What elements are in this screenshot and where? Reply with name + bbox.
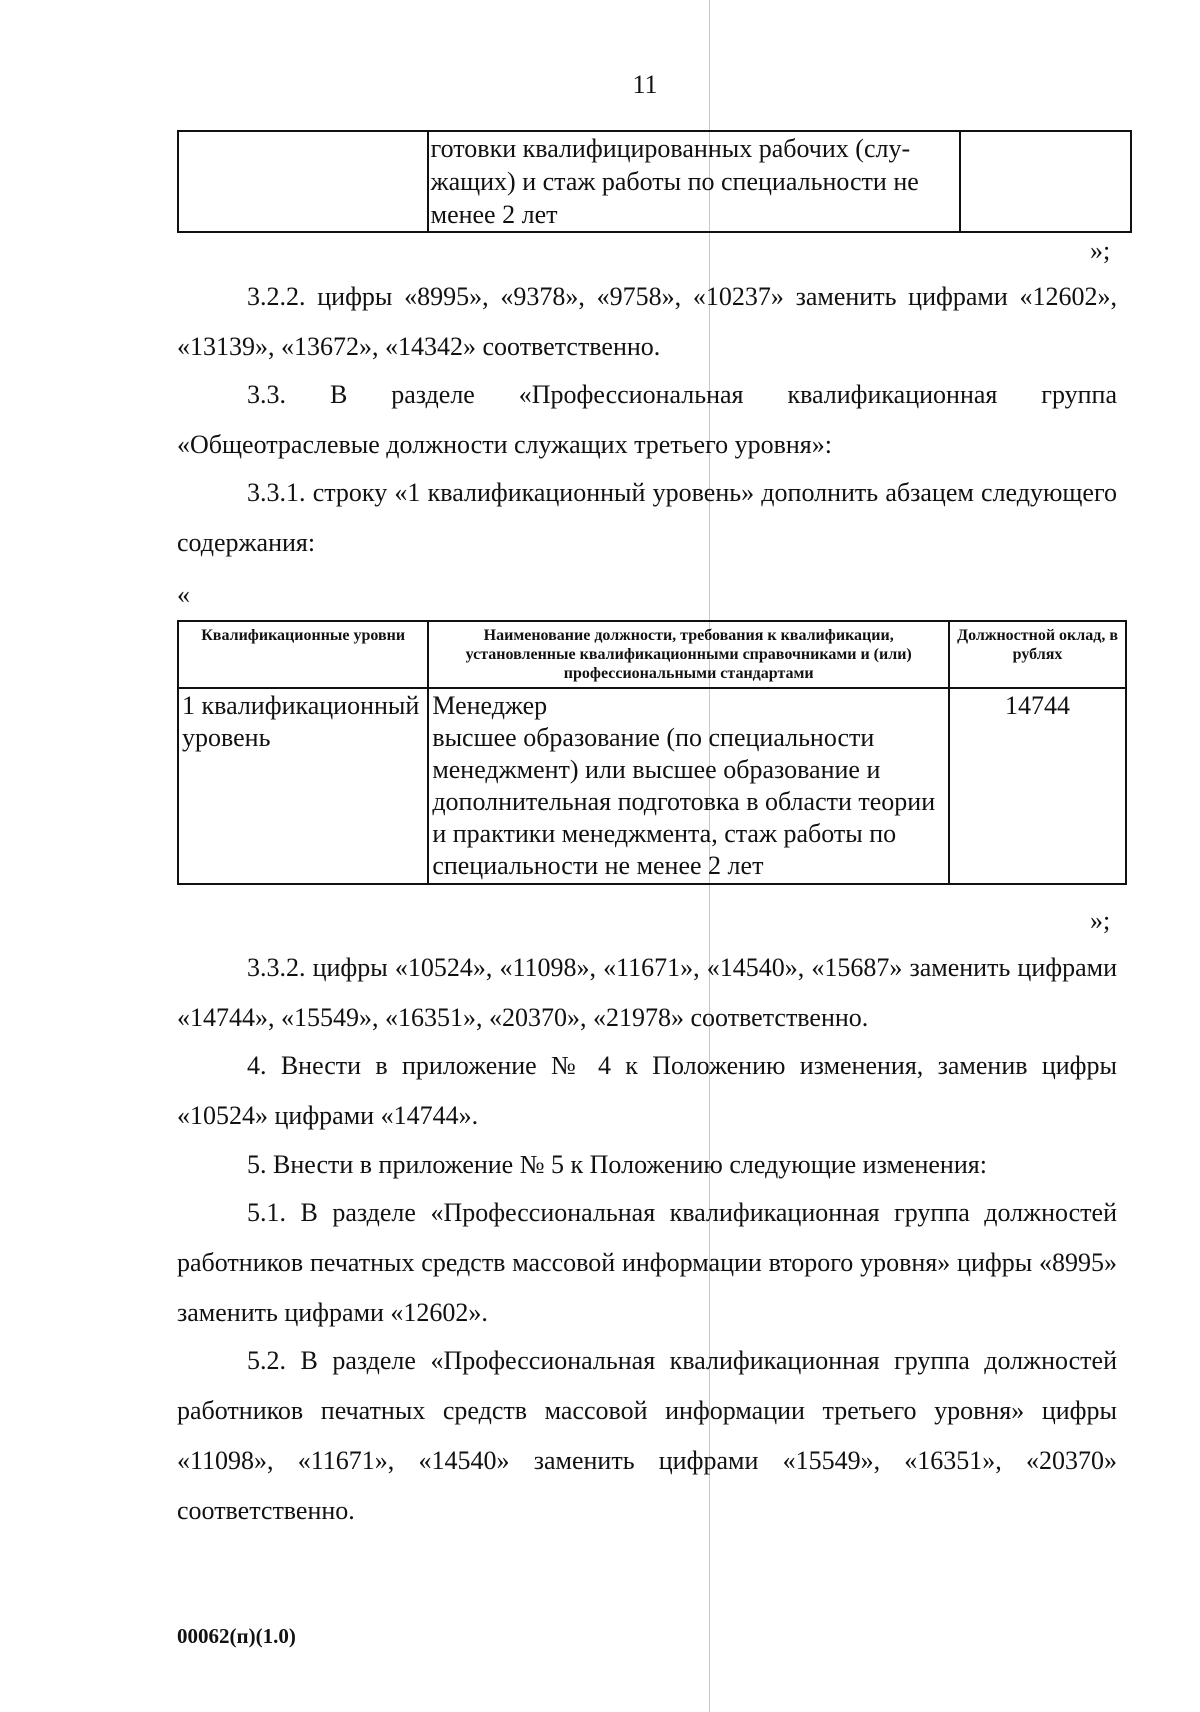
continued-table <box>177 130 1132 233</box>
cell-salary: 14744 <box>949 688 1126 884</box>
requirements-line: готовки квалифицированных рабочих (слу- <box>430 134 911 163</box>
closing-quote: »; <box>1090 236 1111 265</box>
qualification-table <box>177 620 1127 885</box>
table-cell-empty-left <box>178 131 428 232</box>
paragraph-5-1: 5.1. В разделе «Профессиональная квалификационная группа должностей работников печатных средств массовой информации второго уровня» цифры «8995» заменить цифрами «12602». <box>177 1198 1117 1327</box>
paragraph-4: 4. Внести в приложение № 4 к Положению изменения, заменив цифры «10524» цифрами «14744». <box>177 1051 1117 1130</box>
position-requirements: высшее образование (по специальности менеджмент) или высшее образование и дополнительная подготовка в области теории и практики менеджмента, стаж работы по специальности не менее 2 лет <box>432 723 936 880</box>
paragraph-3-3-1: 3.3.1. строку «1 квалификационный уровень» дополнить абзацем следующего содержания: <box>177 478 1117 557</box>
paragraph-3-3: 3.3. В разделе «Профессиональная квалификационная группа «Общеотраслевые должности служащих третьего уровня»: <box>177 380 1117 459</box>
cell-position <box>428 688 949 884</box>
requirements-line: жащих) и стаж работы по специальности не <box>430 167 919 196</box>
paragraph-5-2: 5.2. В разделе «Профессиональная квалификационная группа должностей работников печатных средств массовой информации третьего уровня» цифры «11098», «11671», «14540» заменить цифрами «15549», «16351», «20370» соответственно. <box>177 1346 1117 1525</box>
header-levels: Квалификационные уровни <box>178 621 428 688</box>
position-title: Менеджер <box>432 691 548 720</box>
table-cell-empty-right <box>960 131 1131 232</box>
closing-quote: »; <box>1090 906 1111 935</box>
table-row <box>178 688 1126 884</box>
paragraph-3-2-2: 3.2.2. цифры «8995», «9378», «9758», «10237» заменить цифрами «12602», «13139», «13672», «14342» соответственно. <box>177 282 1117 361</box>
page-number: 11 <box>632 70 658 99</box>
opening-quote: « <box>177 580 190 609</box>
paragraph-5: 5. Внести в приложение № 5 к Положению следующие изменения: <box>247 1150 987 1179</box>
requirements-line: менее 2 лет <box>430 200 558 229</box>
paragraph-3-3-2: 3.3.2. цифры «10524», «11098», «11671», «14540», «15687» заменить цифрами «14744», «15549», «16351», «20370», «21978» соответственно. <box>177 953 1117 1032</box>
table-header-row <box>178 621 1126 688</box>
header-salary: Должностной оклад, в рублях <box>949 621 1126 688</box>
table-cell-requirements <box>428 131 960 232</box>
cell-level: 1 квалификационный уровень <box>178 688 428 884</box>
header-position: Наименование должности, требования к квалификации, установленные квалификационными справочниками и (или) профессиональными стандартами <box>428 621 949 688</box>
document-code: 00062(п)(1.0) <box>177 1624 296 1648</box>
